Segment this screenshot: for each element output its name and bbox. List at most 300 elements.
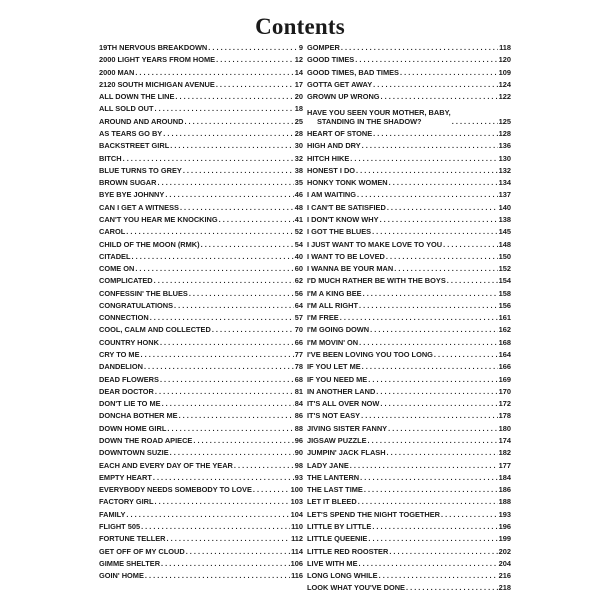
leader-dots — [141, 351, 294, 359]
toc-entry — [307, 44, 511, 52]
toc-entry-page-number: 164 — [498, 350, 511, 360]
toc-entry — [99, 486, 303, 494]
toc-entry-title: COUNTRY HONK — [99, 337, 159, 347]
toc-entry — [307, 155, 511, 163]
toc-entry-page-number: 28 — [294, 128, 303, 138]
toc-entry — [307, 560, 511, 568]
leader-dots — [144, 363, 294, 371]
toc-entry — [99, 449, 303, 457]
leader-dots — [193, 437, 293, 445]
leader-dots — [341, 44, 498, 52]
toc-entry-title: EVERYBODY NEEDS SOMEBODY TO LOVE — [99, 485, 252, 495]
toc-entry-title: LADY JANE — [307, 460, 349, 470]
toc-entry-title: I AM WAITING — [307, 190, 356, 200]
toc-entry-page-number: 182 — [498, 448, 511, 458]
toc-entry-page-number: 140 — [498, 202, 511, 212]
toc-entry-page-number: 41 — [294, 214, 303, 224]
leader-dots — [360, 474, 498, 482]
toc-entry-title: FLIGHT 505 — [99, 521, 141, 531]
toc-entry-page-number: 109 — [498, 67, 511, 77]
toc-entry-title: DOWN HOME GIRL — [99, 423, 167, 433]
toc-entry-page-number: 60 — [294, 264, 303, 274]
leader-dots — [452, 118, 498, 126]
leader-dots — [189, 290, 294, 298]
toc-entry-title: ALL DOWN THE LINE — [99, 92, 175, 102]
leader-dots — [359, 302, 498, 310]
toc-entry-title: GOMPER — [307, 43, 340, 52]
toc-entry — [99, 204, 303, 212]
toc-entry-page-number: 150 — [498, 251, 511, 261]
toc-entry — [307, 388, 511, 396]
toc-entry-page-number: 162 — [498, 325, 511, 335]
leader-dots — [154, 105, 293, 113]
toc-entry-page-number: 128 — [498, 128, 511, 138]
toc-entry-title: FAMILY — [99, 509, 126, 519]
leader-dots — [388, 425, 498, 433]
leader-dots — [163, 130, 294, 138]
toc-entry — [307, 290, 511, 298]
toc-entry-title: EACH AND EVERY DAY OF THE YEAR — [99, 460, 233, 470]
leader-dots — [167, 425, 293, 433]
toc-entry — [99, 81, 303, 89]
toc-entry-title: FACTORY GIRL — [99, 497, 154, 507]
toc-entry-title: DONCHA BOTHER ME — [99, 411, 178, 421]
toc-entry — [307, 216, 511, 224]
leader-dots — [357, 191, 498, 199]
toc-entry-page-number: 81 — [294, 386, 303, 396]
leader-dots — [201, 241, 294, 249]
leader-dots — [170, 449, 294, 457]
toc-entry — [99, 167, 303, 175]
toc-entry-title: DANDELION — [99, 362, 143, 372]
toc-entry-page-number: 193 — [498, 509, 511, 519]
toc-entry-title: HITCH HIKE — [307, 153, 350, 163]
toc-entry-title: BACKSTREET GIRL — [99, 141, 170, 151]
toc-entry — [307, 474, 511, 482]
toc-entry — [307, 228, 511, 236]
toc-entry-page-number: 178 — [498, 411, 511, 421]
toc-entry — [307, 105, 511, 126]
toc-entry-page-number: 158 — [498, 288, 511, 298]
toc-entry-page-number: 196 — [498, 521, 511, 531]
toc-entry-title: CAN I GET A WITNESS — [99, 202, 179, 212]
toc-entry — [307, 326, 511, 334]
toc-entry — [99, 142, 303, 150]
toc-entry-page-number: 216 — [498, 571, 511, 581]
toc-entry-page-number: 116 — [291, 571, 303, 581]
toc-entry — [99, 314, 303, 322]
contents-column-right — [307, 44, 511, 597]
toc-entry — [99, 376, 303, 384]
toc-entry — [307, 265, 511, 273]
toc-entry — [307, 277, 511, 285]
toc-entry — [307, 167, 511, 175]
leader-dots — [145, 572, 290, 580]
toc-entry-title: 19TH NERVOUS BREAKDOWN — [99, 43, 208, 52]
toc-entry-title: CRY TO ME — [99, 350, 140, 360]
toc-entry-page-number: 106 — [290, 558, 303, 568]
toc-entry-title: FORTUNE TELLER — [99, 534, 166, 544]
leader-dots — [379, 572, 498, 580]
toc-entry-title: IF YOU NEED ME — [307, 374, 368, 384]
toc-entry-page-number: 112 — [291, 534, 303, 544]
leader-dots — [141, 523, 290, 531]
leader-dots — [434, 351, 498, 359]
leader-dots — [161, 560, 290, 568]
toc-entry-page-number: 130 — [498, 153, 511, 163]
toc-entry — [307, 130, 511, 138]
toc-entry-page-number: 25 — [294, 116, 303, 126]
toc-entry-page-number: 17 — [294, 79, 303, 89]
toc-entry-page-number: 84 — [294, 399, 303, 409]
toc-entry — [307, 339, 511, 347]
toc-entry-page-number: 204 — [498, 558, 511, 568]
toc-entry-page-number: 118 — [499, 43, 511, 52]
toc-entry — [307, 376, 511, 384]
toc-entry — [99, 191, 303, 199]
toc-entry — [99, 560, 303, 568]
leader-dots — [184, 118, 293, 126]
leader-dots — [155, 388, 294, 396]
leader-dots — [126, 511, 289, 519]
leader-dots — [162, 400, 294, 408]
toc-entry-title: IF YOU LET ME — [307, 362, 361, 372]
toc-entry-title: LET'S SPEND THE NIGHT TOGETHER — [307, 509, 441, 519]
toc-entry-title: IT'S NOT EASY — [307, 411, 361, 421]
toc-entry — [307, 314, 511, 322]
toc-entry-page-number: 57 — [294, 313, 303, 323]
toc-entry-title: HAVE YOU SEEN YOUR MOTHER, BABY, — [307, 108, 451, 118]
toc-entry-title: BYE BYE JOHNNY — [99, 190, 165, 200]
toc-entry-page-number: 124 — [498, 79, 511, 89]
toc-entry — [307, 93, 511, 101]
toc-entry — [99, 474, 303, 482]
leader-dots — [373, 81, 498, 89]
leader-dots — [363, 290, 498, 298]
toc-entry — [99, 302, 303, 310]
toc-entry-title: IN ANOTHER LAND — [307, 386, 376, 396]
toc-entry — [307, 204, 511, 212]
toc-entry-page-number: 32 — [294, 153, 303, 163]
leader-dots — [364, 486, 498, 494]
toc-entry-page-number: 120 — [498, 55, 511, 65]
leader-dots — [355, 56, 497, 64]
toc-entry-page-number: 132 — [498, 165, 511, 175]
toc-entry-title: HONKY TONK WOMEN — [307, 178, 388, 188]
leader-dots — [361, 412, 498, 420]
toc-entry-title: I'M GOING DOWN — [307, 325, 370, 335]
toc-entry-title: BROWN SUGAR — [99, 178, 157, 188]
toc-entry-page-number: 202 — [498, 546, 511, 556]
toc-entry — [307, 584, 511, 592]
leader-dots — [216, 56, 294, 64]
leader-dots — [154, 277, 294, 285]
leader-dots — [180, 204, 294, 212]
toc-entry-page-number: 35 — [294, 178, 303, 188]
leader-dots — [174, 302, 294, 310]
toc-entry — [99, 351, 303, 359]
leader-dots — [179, 412, 294, 420]
toc-entry — [99, 535, 303, 543]
toc-entry — [307, 253, 511, 261]
leader-dots — [359, 339, 498, 347]
toc-entry — [307, 363, 511, 371]
leader-dots — [157, 179, 293, 187]
toc-entry-title: I WANT TO BE LOVED — [307, 251, 385, 261]
leader-dots — [394, 265, 497, 273]
toc-entry-title: HEART OF STONE — [307, 128, 373, 138]
toc-entry-title: 2120 SOUTH MICHIGAN AVENUE — [99, 79, 215, 89]
toc-entry-title: COMPLICATED — [99, 276, 153, 286]
toc-entry — [99, 69, 303, 77]
toc-entry — [307, 412, 511, 420]
leader-dots — [406, 584, 498, 592]
toc-entry-title: LOOK WHAT YOU'VE DONE — [307, 583, 405, 593]
toc-entry-title: GOTTA GET AWAY — [307, 79, 373, 89]
toc-entry-title: BITCH — [99, 153, 122, 163]
toc-entry-title: 2000 LIGHT YEARS FROM HOME — [99, 55, 216, 65]
toc-entry-title: I'M FREE — [307, 313, 339, 323]
leader-dots — [370, 326, 498, 334]
toc-entry-title: I CAN'T BE SATISFIED — [307, 202, 386, 212]
toc-entry — [307, 535, 511, 543]
toc-entry — [99, 265, 303, 273]
toc-entry-page-number: 134 — [498, 178, 511, 188]
toc-entry-title: GET OFF OF MY CLOUD — [99, 546, 185, 556]
toc-entry-title: ALL SOLD OUT — [99, 104, 154, 114]
toc-entry-page-number: 86 — [294, 411, 303, 421]
toc-entry-title: I'D MUCH RATHER BE WITH THE BOYS — [307, 276, 446, 286]
toc-entry-page-number: 20 — [294, 92, 303, 102]
page-title: Contents — [255, 14, 345, 39]
toc-entry — [99, 179, 303, 187]
toc-entry-page-number: 52 — [294, 227, 303, 237]
toc-entry — [99, 412, 303, 420]
toc-entry — [99, 326, 303, 334]
toc-entry-page-number: 54 — [294, 239, 303, 249]
toc-entry — [99, 216, 303, 224]
toc-entry — [99, 388, 303, 396]
toc-entry-page-number: 14 — [294, 67, 303, 77]
toc-entry — [307, 351, 511, 359]
toc-entry-title: DOWN THE ROAD APIECE — [99, 436, 193, 445]
toc-entry-page-number: 98 — [294, 460, 303, 470]
leader-dots — [154, 498, 289, 506]
toc-entry-title: CITADEL — [99, 251, 131, 261]
leader-dots — [350, 155, 497, 163]
toc-entry-title: LET IT BLEED — [307, 497, 357, 507]
toc-entry-page-number: 125 — [498, 116, 511, 126]
leader-dots — [340, 314, 498, 322]
toc-entry — [99, 228, 303, 236]
toc-entry-title: DEAD FLOWERS — [99, 374, 159, 384]
toc-entry — [307, 69, 511, 77]
toc-entry-page-number: 64 — [294, 300, 303, 310]
toc-entry-page-number: 114 — [291, 546, 303, 556]
toc-entry-page-number: 110 — [291, 521, 303, 531]
toc-entry-title: JIVING SISTER FANNY — [307, 423, 388, 433]
toc-entry — [307, 81, 511, 89]
toc-entry-page-number: 56 — [294, 288, 303, 298]
toc-entry-page-number: 166 — [498, 362, 511, 372]
toc-entry-title: I'M ALL RIGHT — [307, 300, 359, 310]
toc-entry — [307, 449, 511, 457]
toc-entry-page-number: 62 — [294, 276, 303, 286]
toc-entry-title: CAROL — [99, 227, 126, 237]
toc-entry — [99, 511, 303, 519]
leader-dots — [123, 155, 294, 163]
leader-dots — [359, 560, 498, 568]
leader-dots — [362, 142, 498, 150]
toc-entry — [307, 425, 511, 433]
toc-entry-title: GOIN' HOME — [99, 571, 144, 581]
toc-entry-page-number: 180 — [498, 423, 511, 433]
toc-entry — [99, 363, 303, 371]
leader-dots — [175, 93, 293, 101]
toc-entry — [99, 548, 303, 556]
toc-entry-page-number: 70 — [294, 325, 303, 335]
toc-entry — [99, 339, 303, 347]
toc-entry-title: DOWNTOWN SUZIE — [99, 448, 169, 458]
leader-dots — [253, 486, 290, 494]
toc-entry — [99, 277, 303, 285]
toc-entry-page-number: 38 — [294, 165, 303, 175]
toc-entry-title: I JUST WANT TO MAKE LOVE TO YOU — [307, 239, 443, 249]
toc-entry-page-number: 172 — [498, 399, 511, 409]
toc-entry-page-number: 168 — [498, 337, 511, 347]
toc-entry-page-number: 103 — [290, 497, 303, 507]
leader-dots — [126, 228, 293, 236]
leader-dots — [373, 130, 498, 138]
leader-dots — [372, 523, 497, 531]
toc-entry-title: THE LAST TIME — [307, 485, 363, 495]
toc-entry-page-number: 154 — [498, 276, 511, 286]
toc-entry-title: I'VE BEEN LOVING YOU TOO LONG — [307, 350, 433, 360]
leader-dots — [372, 228, 498, 236]
toc-entry — [99, 498, 303, 506]
leader-dots — [386, 253, 498, 261]
leader-dots — [381, 93, 498, 101]
toc-entry-page-number: 96 — [294, 436, 303, 445]
toc-entry — [99, 462, 303, 470]
toc-entry-page-number: 218 — [498, 583, 511, 593]
leader-dots — [389, 548, 497, 556]
toc-entry — [99, 44, 303, 52]
leader-dots — [219, 216, 294, 224]
toc-entry-page-number: 137 — [498, 190, 511, 200]
toc-entry-page-number: 122 — [498, 92, 511, 102]
leader-dots — [447, 277, 498, 285]
leader-dots — [160, 376, 294, 384]
toc-entry-title: DON'T LIE TO ME — [99, 399, 161, 409]
toc-entry — [307, 191, 511, 199]
toc-entry-page-number: 188 — [498, 497, 511, 507]
toc-entry-title: JIGSAW PUZZLE — [307, 436, 367, 445]
leader-dots — [368, 437, 498, 445]
toc-entry-page-number: 174 — [498, 436, 511, 445]
toc-entry-page-number: 48 — [294, 202, 303, 212]
toc-entry-title: CONGRATULATIONS — [99, 300, 174, 310]
leader-dots — [356, 167, 498, 175]
toc-entry — [307, 179, 511, 187]
leader-dots — [165, 191, 293, 199]
toc-entry — [307, 142, 511, 150]
toc-entry-page-number: 184 — [498, 472, 511, 482]
leader-dots — [380, 400, 497, 408]
toc-entry-title: LITTLE BY LITTLE — [307, 521, 372, 531]
toc-entry-title: AROUND AND AROUND — [99, 116, 184, 126]
leader-dots — [153, 474, 294, 482]
toc-entry-page-number: 77 — [294, 350, 303, 360]
toc-entry — [307, 462, 511, 470]
leader-dots — [443, 241, 498, 249]
contents-column-left — [99, 44, 303, 584]
leader-dots — [387, 449, 498, 457]
leader-dots — [441, 511, 498, 519]
toc-entry-page-number: 90 — [294, 448, 303, 458]
toc-entry — [99, 105, 303, 113]
leader-dots — [167, 535, 291, 543]
toc-entry-page-number: 152 — [498, 264, 511, 274]
toc-entry — [307, 400, 511, 408]
toc-entry-title: COOL, CALM AND COLLECTED — [99, 325, 211, 335]
leader-dots — [186, 548, 290, 556]
toc-entry — [99, 400, 303, 408]
toc-entry — [99, 241, 303, 249]
toc-entry-title: CAN'T YOU HEAR ME KNOCKING — [99, 214, 218, 224]
toc-entry — [307, 498, 511, 506]
toc-entry-title: IT'S ALL OVER NOW — [307, 399, 380, 409]
toc-entry — [99, 437, 303, 445]
toc-entry-page-number: 136 — [498, 141, 511, 151]
toc-entry-page-number: 66 — [294, 337, 303, 347]
toc-entry-page-number: 88 — [294, 423, 303, 433]
toc-entry-title: AS TEARS GO BY — [99, 128, 163, 138]
toc-entry — [307, 56, 511, 64]
toc-entry — [307, 241, 511, 249]
leader-dots — [400, 69, 498, 77]
leader-dots — [160, 339, 294, 347]
toc-entry-title: CONFESSIN' THE BLUES — [99, 288, 188, 298]
toc-entry-title: COME ON — [99, 264, 135, 274]
toc-entry-page-number: 68 — [294, 374, 303, 384]
leader-dots — [170, 142, 294, 150]
leader-dots — [183, 167, 294, 175]
leader-dots — [380, 216, 498, 224]
leader-dots — [131, 253, 293, 261]
toc-entry-title: GOOD TIMES, BAD TIMES — [307, 67, 399, 77]
toc-entry-title: GROWN UP WRONG — [307, 92, 380, 102]
toc-entry-title: CHILD OF THE MOON (RMK) — [99, 239, 200, 249]
leader-dots — [368, 376, 497, 384]
toc-entry-page-number: 30 — [294, 141, 303, 151]
toc-entry — [307, 523, 511, 531]
toc-entry-page-number: 161 — [498, 313, 511, 323]
toc-entry-page-number: 138 — [498, 214, 511, 224]
toc-entry — [99, 118, 303, 126]
leader-dots — [358, 498, 498, 506]
toc-entry-title: EMPTY HEART — [99, 472, 152, 482]
toc-entry-page-number: 199 — [498, 534, 511, 544]
toc-entry-title: BLUE TURNS TO GREY — [99, 165, 182, 175]
leader-dots — [208, 44, 298, 52]
toc-entry — [99, 253, 303, 261]
toc-entry — [307, 548, 511, 556]
toc-entry — [99, 290, 303, 298]
leader-dots — [387, 204, 498, 212]
toc-entry-page-number: 9 — [298, 43, 303, 52]
toc-entry — [99, 56, 303, 64]
